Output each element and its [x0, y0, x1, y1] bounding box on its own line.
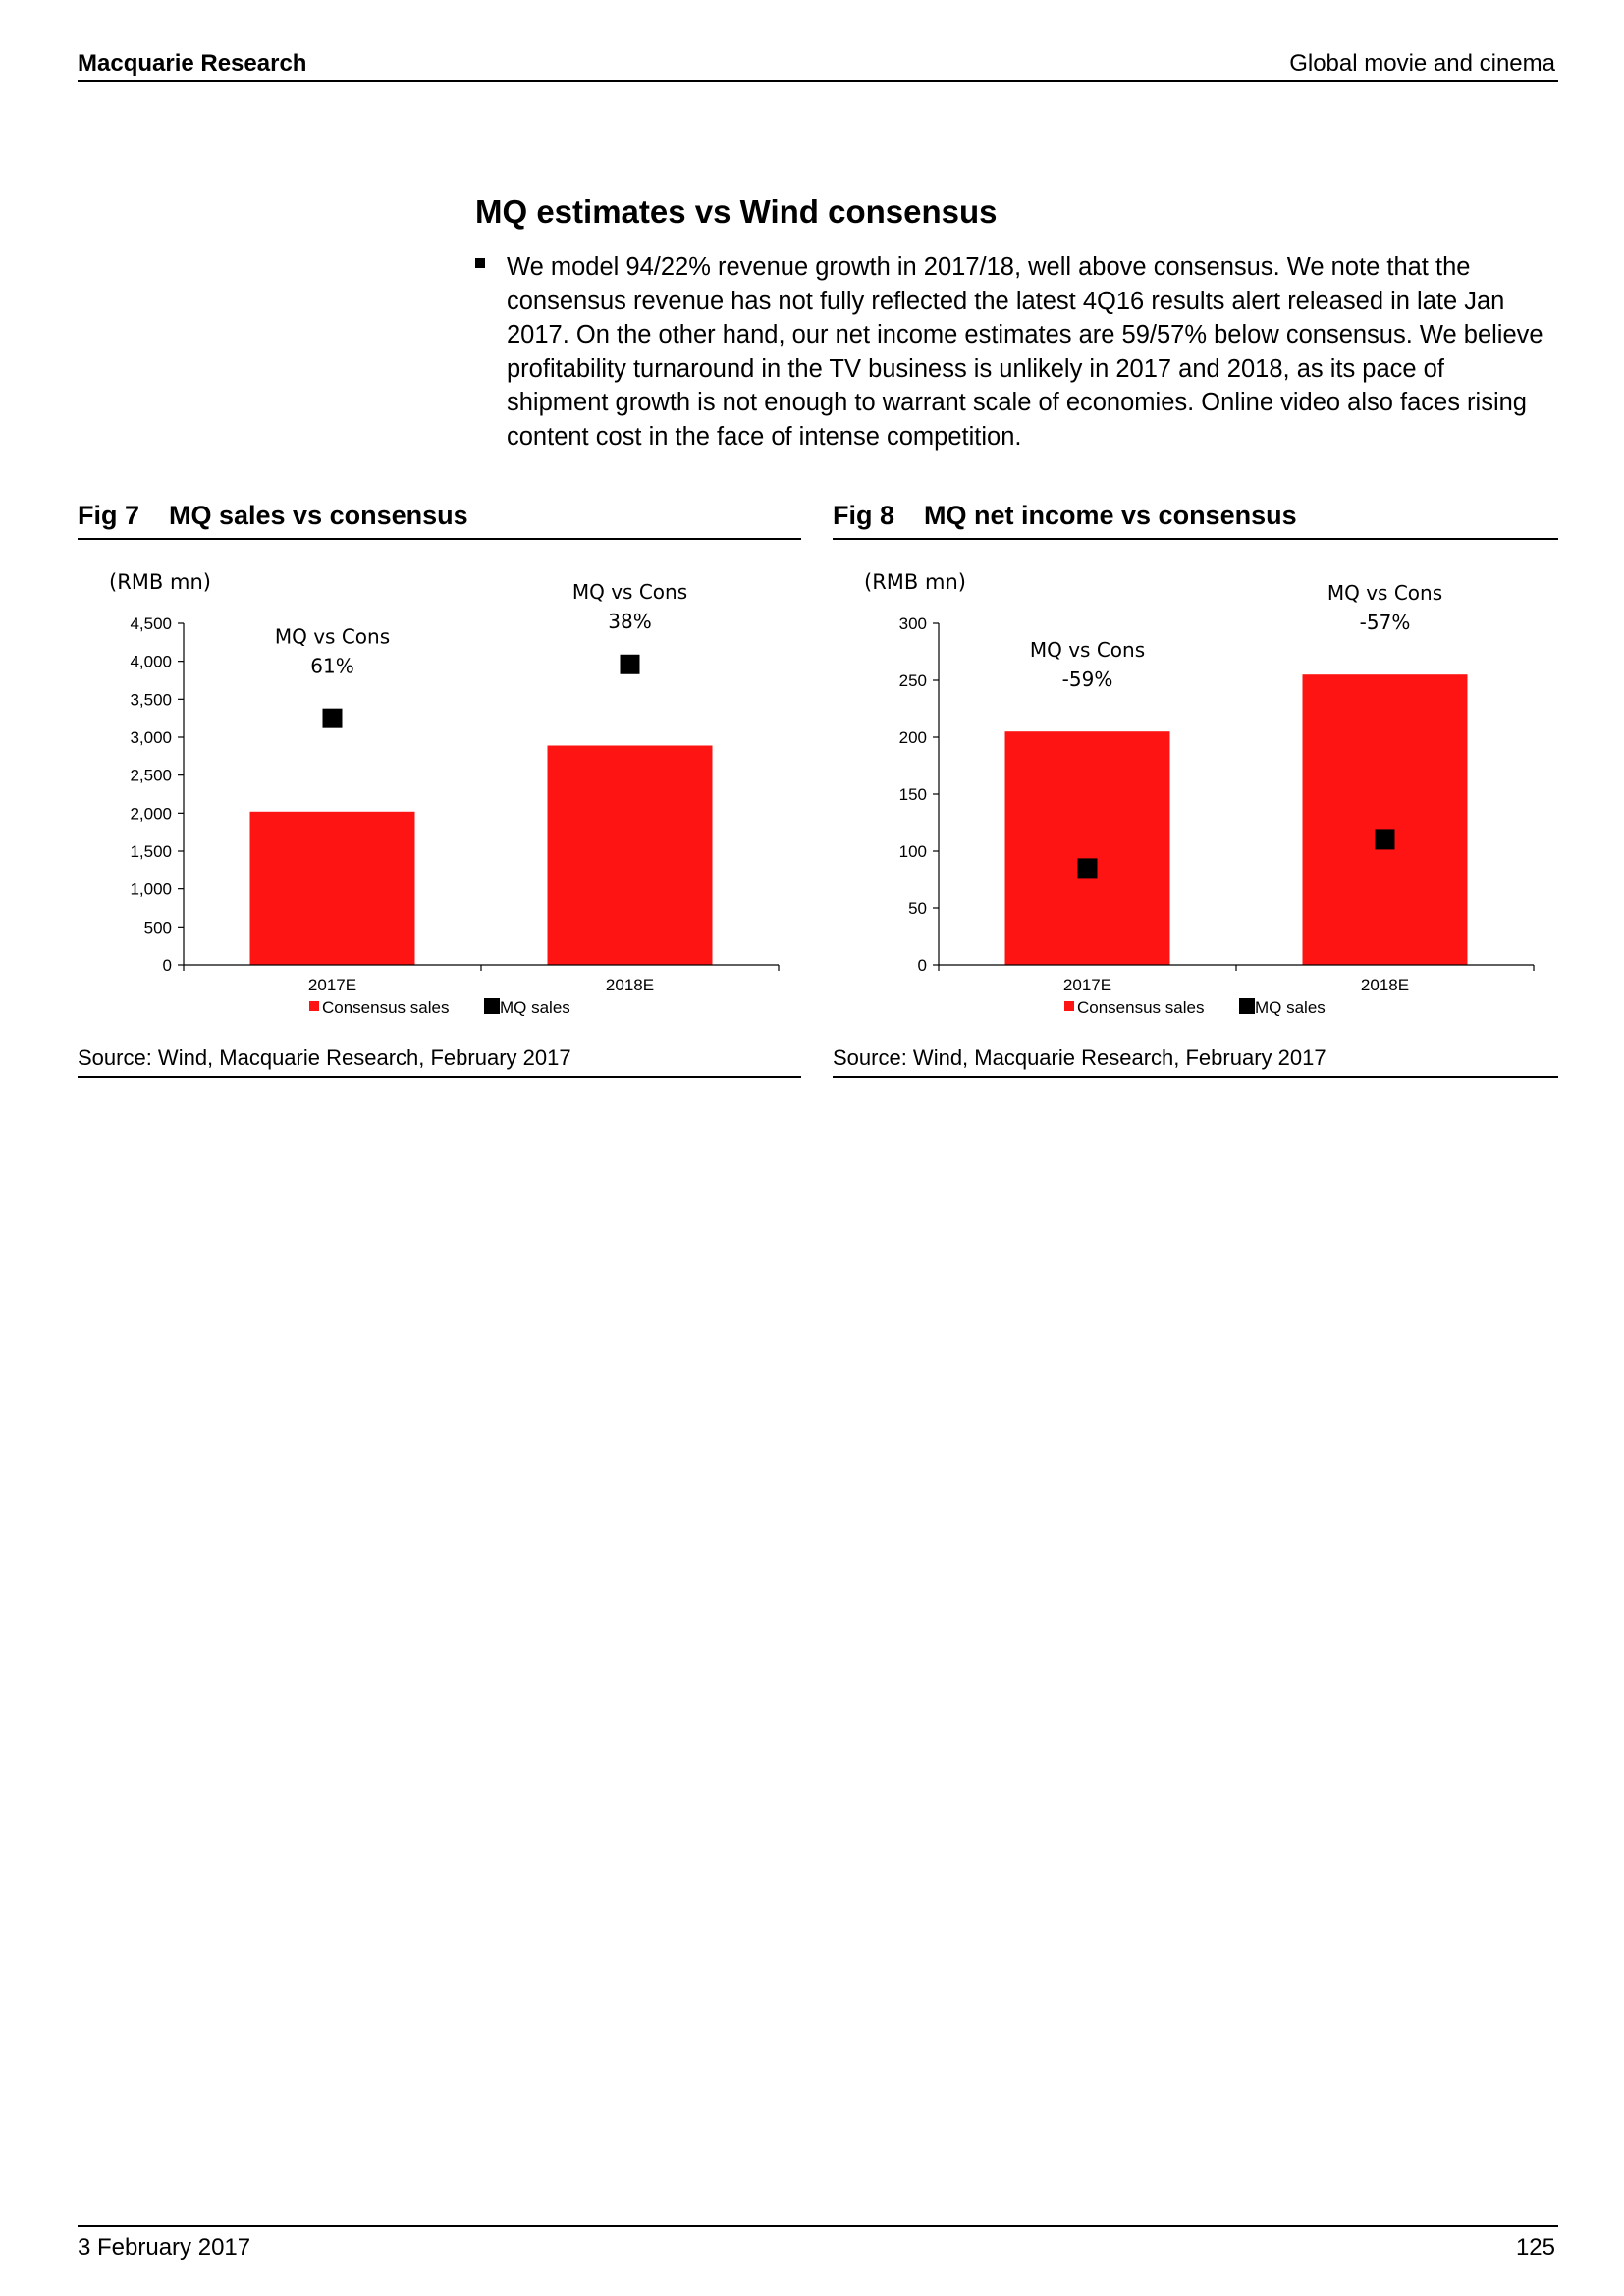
figure-7-bottom-rule	[78, 1076, 801, 1078]
marker-2017E	[323, 709, 343, 728]
y-tick-label: 1,500	[130, 842, 172, 861]
y-tick-label: 0	[162, 956, 172, 975]
y-tick-label: 300	[898, 614, 927, 633]
y-tick-label: 2,500	[130, 766, 172, 785]
x-tick-label: 2018E	[1360, 976, 1410, 994]
annotation-label: MQ vs Cons	[571, 580, 688, 604]
section-title: MQ estimates vs Wind consensus	[475, 193, 998, 230]
figure-7-chart	[78, 560, 801, 1031]
figure-7-caption: MQ sales vs consensus	[169, 501, 468, 530]
bar-2018E	[1303, 674, 1468, 965]
annotation-label: MQ vs Cons	[1029, 638, 1146, 663]
bullet-square-icon	[475, 258, 485, 268]
legend-consensus-label: Consensus sales	[1077, 998, 1205, 1017]
figure-8-number: Fig 8	[833, 501, 895, 530]
x-tick-label: 2018E	[605, 976, 655, 994]
header-report-title: Global movie and cinema	[1289, 50, 1555, 77]
footer-page-number: 125	[1515, 2234, 1555, 2261]
marker-2017E	[1078, 858, 1098, 878]
y-tick-label: 3,500	[130, 690, 172, 710]
figure-8-top-rule	[833, 538, 1558, 540]
figure-8-title	[833, 501, 1297, 531]
header-publisher: Macquarie Research	[78, 50, 307, 77]
y-tick-label: 0	[917, 956, 927, 975]
annotation-value: -59%	[1061, 667, 1113, 692]
bullet-paragraph	[475, 250, 1545, 454]
figure-8-chart	[833, 560, 1556, 1031]
y-tick-label: 100	[898, 842, 927, 861]
marker-2018E	[621, 655, 640, 674]
legend-mq-label: MQ sales	[500, 998, 570, 1017]
y-axis-label: (RMB mn)	[864, 570, 966, 594]
y-tick-label: 250	[898, 671, 927, 690]
y-tick-label: 200	[898, 728, 927, 747]
annotation-value: 38%	[608, 610, 652, 633]
annotation-label: MQ vs Cons	[1326, 581, 1443, 606]
annotation-label: MQ vs Cons	[274, 624, 391, 649]
bullet-text: We model 94/22% revenue growth in 2017/18, well above consensus. We note that the consensus revenue has not fully reflected the latest 4Q16 results alert released in late Jan 2017. On the other hand, our net income estimates are 59/57% below consensus. We believe profitability turnaround in the TV business is unlikely in 2017 and 2018, as its pace of shipment growth is not enough to warrant scale of economies. Online video also faces rising content cost in the face of intense competition.	[507, 253, 1543, 451]
y-axis-label: (RMB mn)	[109, 570, 211, 594]
figure-8-source: Source: Wind, Macquarie Research, February 2017	[833, 1045, 1326, 1070]
footer-date: 3 February 2017	[78, 2234, 251, 2261]
y-tick-label: 2,000	[130, 804, 172, 824]
figure-7-source: Source: Wind, Macquarie Research, February 2017	[78, 1045, 571, 1070]
legend-consensus-swatch	[309, 1001, 319, 1011]
legend-mq-swatch	[484, 998, 500, 1014]
figure-7-title	[78, 501, 468, 531]
y-tick-label: 500	[143, 918, 172, 937]
x-tick-label: 2017E	[307, 976, 357, 994]
header-rule	[78, 80, 1558, 82]
y-tick-label: 4,500	[130, 614, 172, 633]
annotation-value: -57%	[1359, 611, 1411, 635]
y-tick-label: 3,000	[130, 728, 172, 747]
bar-2018E	[548, 746, 713, 965]
legend-consensus-swatch	[1064, 1001, 1074, 1011]
bar-2017E	[250, 812, 415, 965]
legend-mq-label: MQ sales	[1255, 998, 1326, 1017]
annotation-value: 61%	[310, 654, 354, 678]
y-tick-label: 150	[898, 785, 927, 804]
legend-consensus-label: Consensus sales	[322, 998, 450, 1017]
y-tick-label: 50	[908, 899, 927, 918]
bar-2017E	[1005, 731, 1170, 965]
figure-8-bottom-rule	[833, 1076, 1558, 1078]
figure-7-top-rule	[78, 538, 801, 540]
x-tick-label: 2017E	[1062, 976, 1112, 994]
marker-2018E	[1376, 829, 1395, 849]
legend-mq-swatch	[1239, 998, 1255, 1014]
y-tick-label: 1,000	[130, 880, 172, 899]
figure-7-number: Fig 7	[78, 501, 140, 530]
footer-rule	[78, 2225, 1558, 2227]
y-tick-label: 4,000	[130, 652, 172, 671]
figure-8-caption: MQ net income vs consensus	[924, 501, 1297, 530]
